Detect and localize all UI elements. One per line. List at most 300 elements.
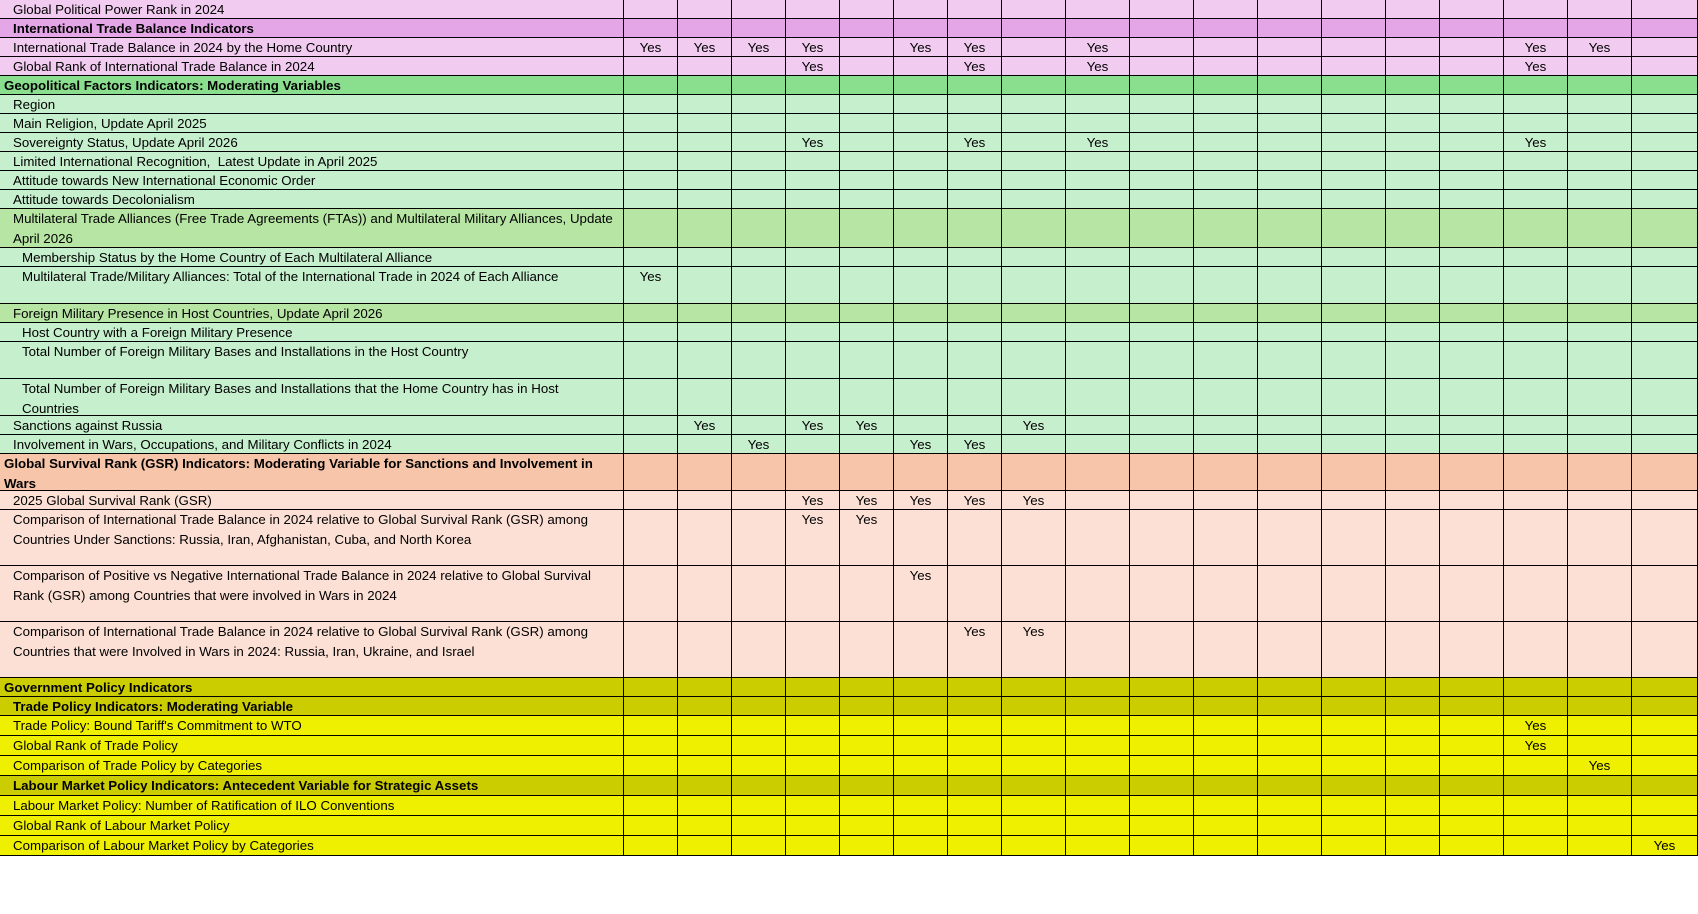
indicator-cell[interactable] (1258, 736, 1322, 756)
indicator-cell[interactable] (1568, 38, 1632, 57)
indicator-cell[interactable] (840, 716, 894, 736)
indicator-cell[interactable] (1386, 697, 1440, 716)
indicator-cell[interactable] (840, 435, 894, 454)
indicator-cell[interactable] (1568, 622, 1632, 678)
indicator-cell[interactable] (1568, 57, 1632, 76)
indicator-cell[interactable] (1440, 152, 1504, 171)
indicator-cell[interactable] (786, 416, 840, 435)
indicator-cell[interactable] (624, 454, 678, 491)
indicator-cell[interactable] (1632, 19, 1698, 38)
indicator-cell[interactable] (678, 454, 732, 491)
indicator-cell[interactable] (624, 323, 678, 342)
indicator-cell[interactable] (1066, 190, 1130, 209)
indicator-cell[interactable] (1130, 248, 1194, 267)
indicator-cell[interactable] (1194, 57, 1258, 76)
indicator-cell[interactable] (1632, 248, 1698, 267)
indicator-cell[interactable] (1440, 209, 1504, 248)
indicator-cell[interactable] (1386, 95, 1440, 114)
indicator-cell[interactable] (678, 622, 732, 678)
indicator-cell[interactable] (1194, 152, 1258, 171)
indicator-cell[interactable] (1194, 114, 1258, 133)
indicator-cell[interactable] (1258, 836, 1322, 856)
indicator-cell[interactable] (1130, 57, 1194, 76)
indicator-cell[interactable] (732, 133, 786, 152)
indicator-cell[interactable] (1504, 796, 1568, 816)
indicator-cell[interactable] (1568, 736, 1632, 756)
indicator-cell[interactable] (1440, 248, 1504, 267)
indicator-cell[interactable] (1504, 342, 1568, 379)
indicator-cell[interactable] (1568, 95, 1632, 114)
indicator-cell[interactable] (732, 697, 786, 716)
indicator-cell[interactable] (840, 736, 894, 756)
indicator-cell[interactable] (678, 816, 732, 836)
indicator-cell[interactable] (1632, 697, 1698, 716)
indicator-cell[interactable] (1440, 716, 1504, 736)
indicator-cell[interactable] (1386, 776, 1440, 796)
indicator-cell[interactable] (1632, 816, 1698, 836)
indicator-cell[interactable] (1130, 566, 1194, 622)
indicator-cell[interactable] (1194, 716, 1258, 736)
indicator-cell[interactable] (678, 678, 732, 697)
indicator-cell[interactable] (1386, 152, 1440, 171)
indicator-cell[interactable] (1632, 323, 1698, 342)
indicator-cell[interactable] (1066, 678, 1130, 697)
indicator-cell[interactable] (1002, 342, 1066, 379)
indicator-cell[interactable] (1194, 416, 1258, 435)
indicator-cell[interactable] (1002, 510, 1066, 566)
indicator-cell[interactable] (1632, 796, 1698, 816)
indicator-cell[interactable] (786, 716, 840, 736)
indicator-cell[interactable] (678, 209, 732, 248)
indicator-cell[interactable] (1568, 0, 1632, 19)
indicator-cell[interactable] (1194, 190, 1258, 209)
indicator-cell[interactable] (1002, 491, 1066, 510)
indicator-cell[interactable] (678, 736, 732, 756)
indicator-cell[interactable] (1322, 171, 1386, 190)
indicator-cell[interactable] (1568, 716, 1632, 736)
indicator-cell[interactable] (1322, 267, 1386, 304)
indicator-cell[interactable] (1002, 76, 1066, 95)
indicator-cell[interactable] (1258, 566, 1322, 622)
indicator-cell[interactable] (948, 133, 1002, 152)
indicator-cell[interactable] (1322, 95, 1386, 114)
indicator-cell[interactable] (1194, 171, 1258, 190)
indicator-cell[interactable] (840, 323, 894, 342)
indicator-cell[interactable] (1258, 416, 1322, 435)
indicator-cell[interactable] (732, 416, 786, 435)
indicator-cell[interactable] (1194, 491, 1258, 510)
indicator-cell[interactable] (840, 38, 894, 57)
indicator-cell[interactable] (624, 510, 678, 566)
indicator-cell[interactable] (624, 379, 678, 416)
row-label-cell[interactable]: Global Rank of International Trade Balance in 2024 (0, 57, 624, 76)
indicator-cell[interactable] (894, 510, 948, 566)
indicator-cell[interactable] (1322, 454, 1386, 491)
indicator-cell[interactable] (1194, 678, 1258, 697)
indicator-cell[interactable] (1002, 133, 1066, 152)
indicator-cell[interactable] (786, 697, 840, 716)
indicator-cell[interactable] (1440, 796, 1504, 816)
row-label-cell[interactable]: Membership Status by the Home Country of Each Multilateral Alliance (0, 248, 624, 267)
indicator-cell[interactable] (1130, 76, 1194, 95)
indicator-cell[interactable] (1440, 323, 1504, 342)
indicator-cell[interactable] (1504, 622, 1568, 678)
indicator-cell[interactable] (948, 736, 1002, 756)
indicator-cell[interactable] (1002, 114, 1066, 133)
row-label-cell[interactable]: Host Country with a Foreign Military Presence (0, 323, 624, 342)
indicator-cell[interactable] (1002, 622, 1066, 678)
indicator-cell[interactable] (840, 697, 894, 716)
indicator-cell[interactable] (1632, 342, 1698, 379)
indicator-cell[interactable] (678, 697, 732, 716)
indicator-cell[interactable] (894, 190, 948, 209)
indicator-cell[interactable] (894, 796, 948, 816)
indicator-cell[interactable] (1504, 133, 1568, 152)
indicator-cell[interactable] (786, 19, 840, 38)
indicator-cell[interactable] (786, 491, 840, 510)
indicator-cell[interactable] (1258, 435, 1322, 454)
indicator-cell[interactable] (1568, 816, 1632, 836)
indicator-cell[interactable] (678, 95, 732, 114)
indicator-cell[interactable] (1632, 491, 1698, 510)
indicator-cell[interactable] (786, 76, 840, 95)
indicator-cell[interactable] (1632, 76, 1698, 95)
indicator-cell[interactable] (624, 435, 678, 454)
indicator-cell[interactable] (1440, 756, 1504, 776)
indicator-cell[interactable] (1322, 756, 1386, 776)
indicator-cell[interactable] (678, 171, 732, 190)
indicator-cell[interactable] (1322, 38, 1386, 57)
indicator-cell[interactable] (1002, 57, 1066, 76)
indicator-cell[interactable] (678, 133, 732, 152)
indicator-cell[interactable] (678, 416, 732, 435)
row-label-cell[interactable]: Limited International Recognition, Latest Update in April 2025 (0, 152, 624, 171)
indicator-cell[interactable] (624, 697, 678, 716)
indicator-cell[interactable] (948, 248, 1002, 267)
indicator-cell[interactable] (948, 776, 1002, 796)
indicator-cell[interactable] (894, 19, 948, 38)
indicator-cell[interactable] (1504, 776, 1568, 796)
indicator-cell[interactable] (1504, 95, 1568, 114)
indicator-cell[interactable] (1258, 678, 1322, 697)
indicator-cell[interactable] (1002, 190, 1066, 209)
indicator-cell[interactable] (1386, 76, 1440, 95)
indicator-cell[interactable] (1258, 248, 1322, 267)
indicator-cell[interactable] (624, 171, 678, 190)
indicator-cell[interactable] (678, 510, 732, 566)
indicator-cell[interactable] (1632, 304, 1698, 323)
indicator-cell[interactable] (1440, 491, 1504, 510)
indicator-cell[interactable] (894, 836, 948, 856)
indicator-cell[interactable] (840, 95, 894, 114)
indicator-cell[interactable] (1066, 716, 1130, 736)
indicator-cell[interactable] (732, 622, 786, 678)
indicator-cell[interactable] (948, 38, 1002, 57)
indicator-cell[interactable] (624, 76, 678, 95)
indicator-cell[interactable] (732, 209, 786, 248)
indicator-cell[interactable] (732, 435, 786, 454)
indicator-cell[interactable] (1386, 678, 1440, 697)
row-label-cell[interactable]: Comparison of Positive vs Negative International Trade Balance in 2024 relative to Global Survival Rank (GSR) among Countries that were involved in Wars in 2024 (0, 566, 624, 622)
indicator-cell[interactable] (1194, 248, 1258, 267)
row-label-cell[interactable]: Sanctions against Russia (0, 416, 624, 435)
indicator-cell[interactable] (1002, 267, 1066, 304)
indicator-cell[interactable] (624, 152, 678, 171)
indicator-cell[interactable] (1066, 304, 1130, 323)
indicator-cell[interactable] (624, 491, 678, 510)
indicator-cell[interactable] (948, 190, 1002, 209)
row-label-cell[interactable]: Trade Policy: Bound Tariff's Commitment to WTO (0, 716, 624, 736)
indicator-cell[interactable] (840, 379, 894, 416)
indicator-cell[interactable] (1504, 304, 1568, 323)
indicator-cell[interactable] (624, 190, 678, 209)
indicator-cell[interactable] (1258, 171, 1322, 190)
indicator-cell[interactable] (840, 267, 894, 304)
indicator-cell[interactable] (894, 566, 948, 622)
indicator-cell[interactable] (732, 95, 786, 114)
indicator-cell[interactable] (1322, 736, 1386, 756)
indicator-cell[interactable] (894, 267, 948, 304)
indicator-cell[interactable] (1504, 836, 1568, 856)
indicator-cell[interactable] (678, 716, 732, 736)
indicator-cell[interactable] (948, 152, 1002, 171)
indicator-cell[interactable] (732, 836, 786, 856)
indicator-cell[interactable] (840, 152, 894, 171)
indicator-cell[interactable] (624, 678, 678, 697)
indicator-cell[interactable] (1002, 323, 1066, 342)
indicator-cell[interactable] (1504, 566, 1568, 622)
indicator-cell[interactable] (948, 209, 1002, 248)
indicator-cell[interactable] (840, 622, 894, 678)
indicator-cell[interactable] (1504, 171, 1568, 190)
indicator-cell[interactable] (1258, 304, 1322, 323)
indicator-cell[interactable] (678, 836, 732, 856)
indicator-cell[interactable] (732, 323, 786, 342)
indicator-cell[interactable] (624, 133, 678, 152)
indicator-cell[interactable] (1440, 171, 1504, 190)
indicator-cell[interactable] (1130, 342, 1194, 379)
indicator-cell[interactable] (786, 678, 840, 697)
indicator-cell[interactable] (786, 836, 840, 856)
indicator-cell[interactable] (678, 57, 732, 76)
indicator-cell[interactable] (1504, 736, 1568, 756)
indicator-cell[interactable] (1258, 622, 1322, 678)
indicator-cell[interactable] (1130, 678, 1194, 697)
indicator-cell[interactable] (948, 114, 1002, 133)
indicator-cell[interactable] (1130, 510, 1194, 566)
indicator-cell[interactable] (1322, 816, 1386, 836)
indicator-cell[interactable] (1386, 304, 1440, 323)
indicator-cell[interactable] (1194, 342, 1258, 379)
indicator-cell[interactable] (1568, 248, 1632, 267)
indicator-cell[interactable] (1504, 57, 1568, 76)
indicator-cell[interactable] (624, 756, 678, 776)
indicator-cell[interactable] (1066, 209, 1130, 248)
indicator-cell[interactable] (786, 248, 840, 267)
indicator-cell[interactable] (1066, 566, 1130, 622)
indicator-cell[interactable] (732, 152, 786, 171)
indicator-cell[interactable] (1194, 323, 1258, 342)
indicator-cell[interactable] (1568, 19, 1632, 38)
indicator-cell[interactable] (1504, 491, 1568, 510)
indicator-cell[interactable] (1504, 248, 1568, 267)
indicator-cell[interactable] (894, 57, 948, 76)
indicator-cell[interactable] (1258, 756, 1322, 776)
row-label-cell[interactable]: Main Religion, Update April 2025 (0, 114, 624, 133)
indicator-cell[interactable] (1632, 57, 1698, 76)
indicator-cell[interactable] (1440, 95, 1504, 114)
indicator-cell[interactable] (1066, 776, 1130, 796)
indicator-cell[interactable] (732, 114, 786, 133)
indicator-cell[interactable] (1322, 796, 1386, 816)
indicator-cell[interactable] (1066, 416, 1130, 435)
indicator-cell[interactable] (1386, 756, 1440, 776)
indicator-cell[interactable] (1194, 19, 1258, 38)
indicator-cell[interactable] (786, 566, 840, 622)
indicator-cell[interactable] (732, 816, 786, 836)
indicator-cell[interactable] (1568, 379, 1632, 416)
indicator-cell[interactable] (1322, 152, 1386, 171)
indicator-cell[interactable] (1002, 209, 1066, 248)
indicator-cell[interactable] (840, 816, 894, 836)
indicator-cell[interactable] (1066, 379, 1130, 416)
indicator-cell[interactable] (1322, 416, 1386, 435)
indicator-cell[interactable] (1632, 171, 1698, 190)
indicator-cell[interactable] (1568, 209, 1632, 248)
indicator-cell[interactable] (1386, 416, 1440, 435)
indicator-cell[interactable] (948, 454, 1002, 491)
indicator-cell[interactable] (948, 0, 1002, 19)
indicator-cell[interactable] (786, 152, 840, 171)
indicator-cell[interactable] (1322, 114, 1386, 133)
indicator-cell[interactable] (1002, 152, 1066, 171)
indicator-cell[interactable] (1322, 491, 1386, 510)
indicator-cell[interactable] (678, 114, 732, 133)
indicator-cell[interactable] (786, 816, 840, 836)
indicator-cell[interactable] (678, 0, 732, 19)
indicator-cell[interactable] (786, 510, 840, 566)
indicator-cell[interactable] (1504, 379, 1568, 416)
indicator-cell[interactable] (1322, 76, 1386, 95)
indicator-cell[interactable] (1002, 38, 1066, 57)
indicator-cell[interactable] (1632, 776, 1698, 796)
indicator-cell[interactable] (1568, 454, 1632, 491)
indicator-cell[interactable] (1002, 736, 1066, 756)
indicator-cell[interactable] (840, 19, 894, 38)
indicator-cell[interactable] (1322, 342, 1386, 379)
indicator-cell[interactable] (678, 435, 732, 454)
indicator-cell[interactable] (894, 379, 948, 416)
indicator-cell[interactable] (786, 190, 840, 209)
indicator-cell[interactable] (1258, 190, 1322, 209)
indicator-cell[interactable] (624, 836, 678, 856)
indicator-cell[interactable] (840, 566, 894, 622)
indicator-cell[interactable] (678, 342, 732, 379)
indicator-cell[interactable] (1066, 133, 1130, 152)
indicator-cell[interactable] (1130, 95, 1194, 114)
indicator-cell[interactable] (1440, 776, 1504, 796)
indicator-cell[interactable] (1002, 756, 1066, 776)
indicator-cell[interactable] (624, 0, 678, 19)
indicator-cell[interactable] (1130, 379, 1194, 416)
indicator-cell[interactable] (894, 454, 948, 491)
indicator-cell[interactable] (1322, 622, 1386, 678)
indicator-cell[interactable] (1568, 756, 1632, 776)
indicator-cell[interactable] (786, 38, 840, 57)
indicator-cell[interactable] (1440, 114, 1504, 133)
indicator-cell[interactable] (624, 248, 678, 267)
indicator-cell[interactable] (786, 0, 840, 19)
indicator-cell[interactable] (1632, 0, 1698, 19)
indicator-cell[interactable] (1258, 491, 1322, 510)
indicator-cell[interactable] (1066, 816, 1130, 836)
indicator-cell[interactable] (678, 566, 732, 622)
row-label-cell[interactable]: Geopolitical Factors Indicators: Moderating Variables (0, 76, 624, 95)
indicator-cell[interactable] (624, 38, 678, 57)
indicator-cell[interactable] (624, 566, 678, 622)
indicator-cell[interactable] (894, 133, 948, 152)
row-label-cell[interactable]: Multilateral Trade Alliances (Free Trade Agreements (FTAs)) and Multilateral Military Alliances, Update April 2026 (0, 209, 624, 248)
indicator-cell[interactable] (1130, 622, 1194, 678)
indicator-cell[interactable] (732, 171, 786, 190)
row-label-cell[interactable]: Global Rank of Labour Market Policy (0, 816, 624, 836)
indicator-cell[interactable] (678, 776, 732, 796)
indicator-cell[interactable] (1386, 19, 1440, 38)
indicator-cell[interactable] (1386, 435, 1440, 454)
row-label-cell[interactable]: Comparison of Labour Market Policy by Categories (0, 836, 624, 856)
indicator-cell[interactable] (624, 267, 678, 304)
indicator-cell[interactable] (1066, 836, 1130, 856)
indicator-cell[interactable] (1440, 510, 1504, 566)
indicator-cell[interactable] (1632, 152, 1698, 171)
indicator-cell[interactable] (1322, 248, 1386, 267)
indicator-cell[interactable] (894, 716, 948, 736)
indicator-cell[interactable] (678, 19, 732, 38)
indicator-cell[interactable] (840, 171, 894, 190)
indicator-cell[interactable] (948, 756, 1002, 776)
indicator-cell[interactable] (840, 342, 894, 379)
indicator-cell[interactable] (1002, 95, 1066, 114)
indicator-cell[interactable] (1568, 435, 1632, 454)
indicator-cell[interactable] (894, 95, 948, 114)
indicator-cell[interactable] (1440, 38, 1504, 57)
indicator-cell[interactable] (1066, 491, 1130, 510)
row-label-cell[interactable]: Attitude towards New International Economic Order (0, 171, 624, 190)
indicator-cell[interactable] (1066, 248, 1130, 267)
indicator-cell[interactable] (678, 796, 732, 816)
indicator-cell[interactable] (1002, 454, 1066, 491)
indicator-cell[interactable] (1504, 716, 1568, 736)
indicator-cell[interactable] (624, 19, 678, 38)
indicator-cell[interactable] (786, 171, 840, 190)
indicator-cell[interactable] (1130, 304, 1194, 323)
indicator-cell[interactable] (1258, 454, 1322, 491)
indicator-cell[interactable] (1194, 0, 1258, 19)
indicator-cell[interactable] (1504, 209, 1568, 248)
indicator-cell[interactable] (1322, 566, 1386, 622)
indicator-cell[interactable] (1002, 304, 1066, 323)
indicator-cell[interactable] (1258, 152, 1322, 171)
indicator-cell[interactable] (786, 133, 840, 152)
indicator-cell[interactable] (1386, 248, 1440, 267)
indicator-cell[interactable] (624, 776, 678, 796)
indicator-cell[interactable] (1258, 776, 1322, 796)
indicator-cell[interactable] (948, 836, 1002, 856)
indicator-cell[interactable] (1194, 756, 1258, 776)
indicator-cell[interactable] (732, 57, 786, 76)
indicator-cell[interactable] (948, 510, 1002, 566)
row-label-cell[interactable]: Global Survival Rank (GSR) Indicators: Moderating Variable for Sanctions and Involvement in Wars (0, 454, 624, 491)
